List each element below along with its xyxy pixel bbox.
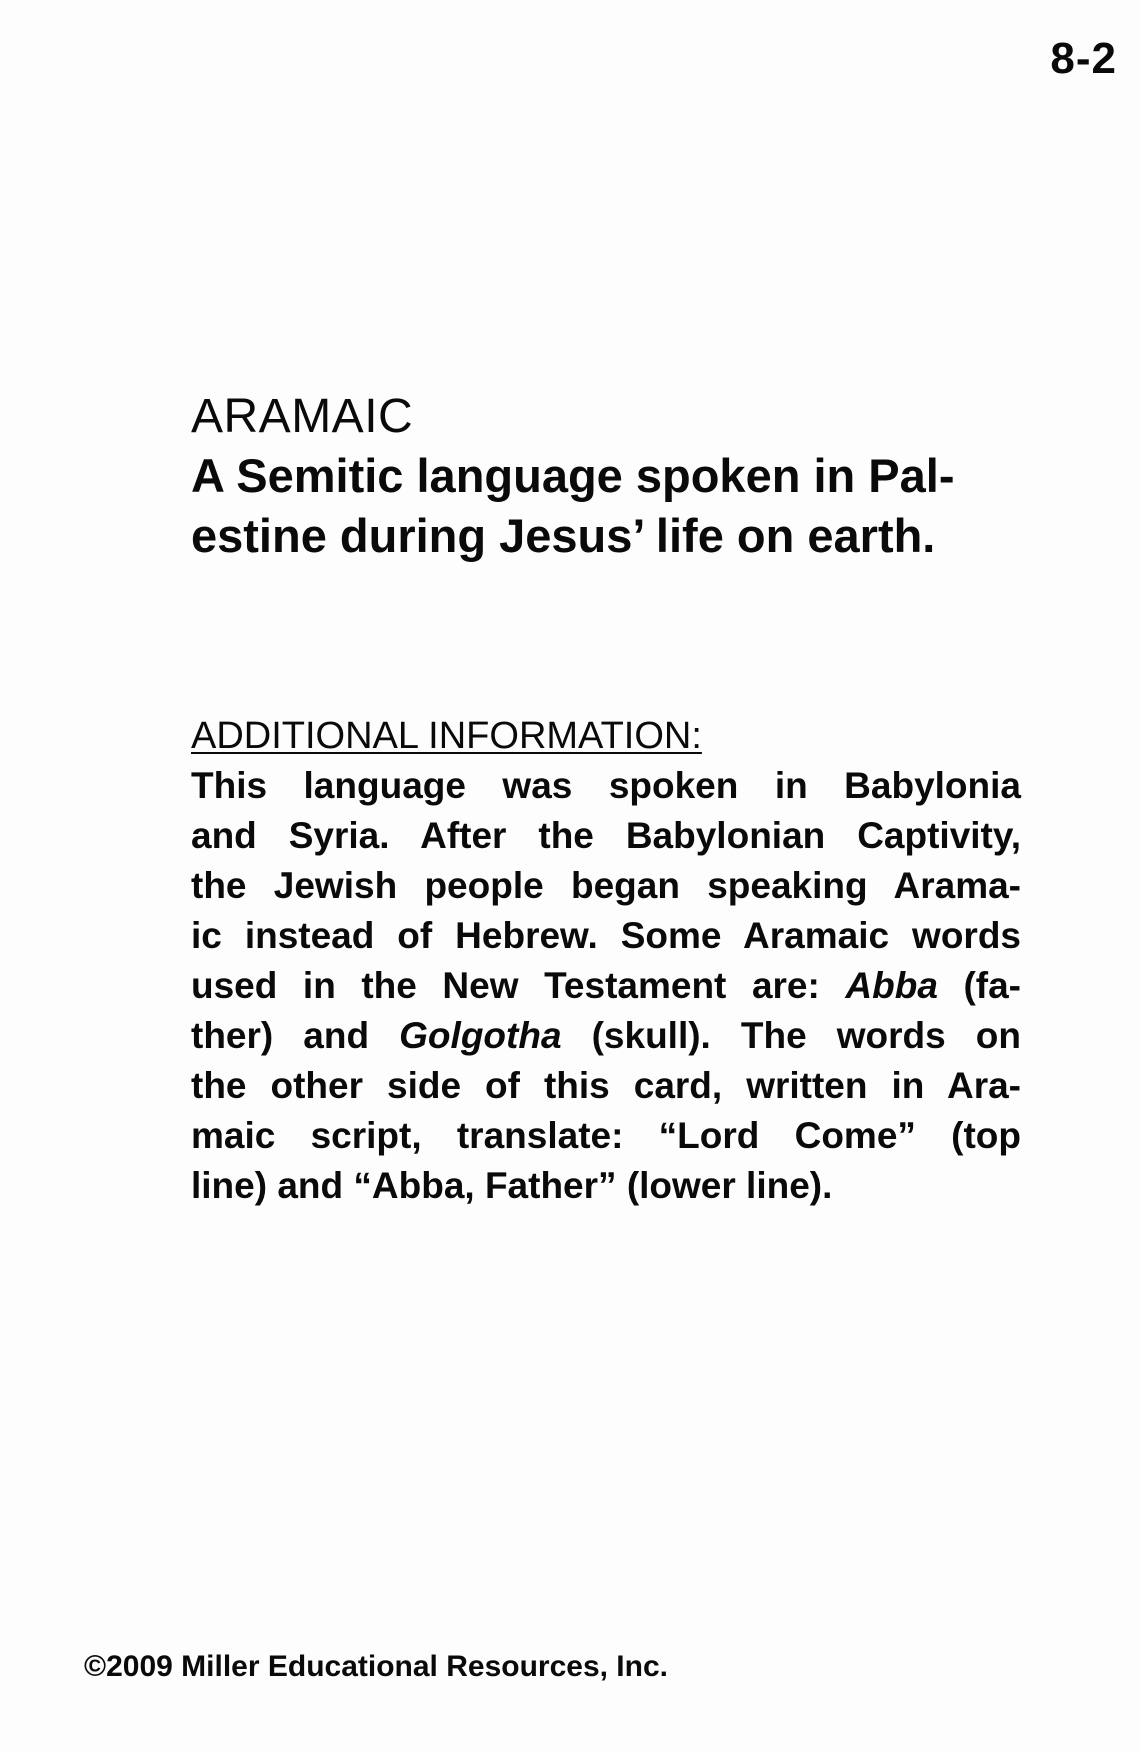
info-line [191, 1111, 1021, 1161]
info-text: used in the New Testament are: [191, 965, 846, 1006]
info-text: the Jewish people began speaking Arama- [191, 865, 1021, 906]
additional-info-body [191, 761, 1021, 1211]
info-line [191, 1161, 1021, 1211]
definition [191, 446, 1021, 566]
copyright-notice: ©2009 Miller Educational Resources, Inc. [84, 1650, 668, 1683]
italic-term: Golgotha [399, 1015, 562, 1056]
info-line [191, 761, 1021, 811]
info-line [191, 911, 1021, 961]
italic-term: Abba [845, 965, 938, 1006]
card-number: 8-2 [1050, 34, 1117, 83]
term-title: ARAMAIC [191, 390, 414, 443]
info-text: ther) and [191, 1015, 400, 1056]
info-line [191, 961, 1021, 1011]
definition-line: A Semitic language spoken in Pal- [191, 449, 955, 502]
info-line [191, 811, 1021, 861]
info-text: (fa- [937, 965, 1021, 1006]
info-text: This language was spoken in Babylonia [191, 765, 1021, 806]
info-text: and Syria. After the Babylonian Captivity, [191, 815, 1021, 856]
additional-info-heading: ADDITIONAL INFORMATION: [191, 715, 702, 757]
term-block [191, 388, 1021, 566]
definition-line: estine during Jesus’ life on earth. [191, 509, 936, 562]
info-text: the other side of this card, written in Ara- [191, 1065, 1021, 1106]
info-text: line) and “Abba, Father” (lower line). [191, 1165, 833, 1206]
additional-info [191, 713, 1021, 1211]
info-text: ic instead of Hebrew. Some Aramaic words [191, 915, 1021, 956]
info-line [191, 1011, 1021, 1061]
info-line [191, 861, 1021, 911]
info-text: (skull). The words on [561, 1015, 1021, 1056]
info-line [191, 1061, 1021, 1111]
info-text: maic script, translate: “Lord Come” (top [191, 1115, 1021, 1156]
